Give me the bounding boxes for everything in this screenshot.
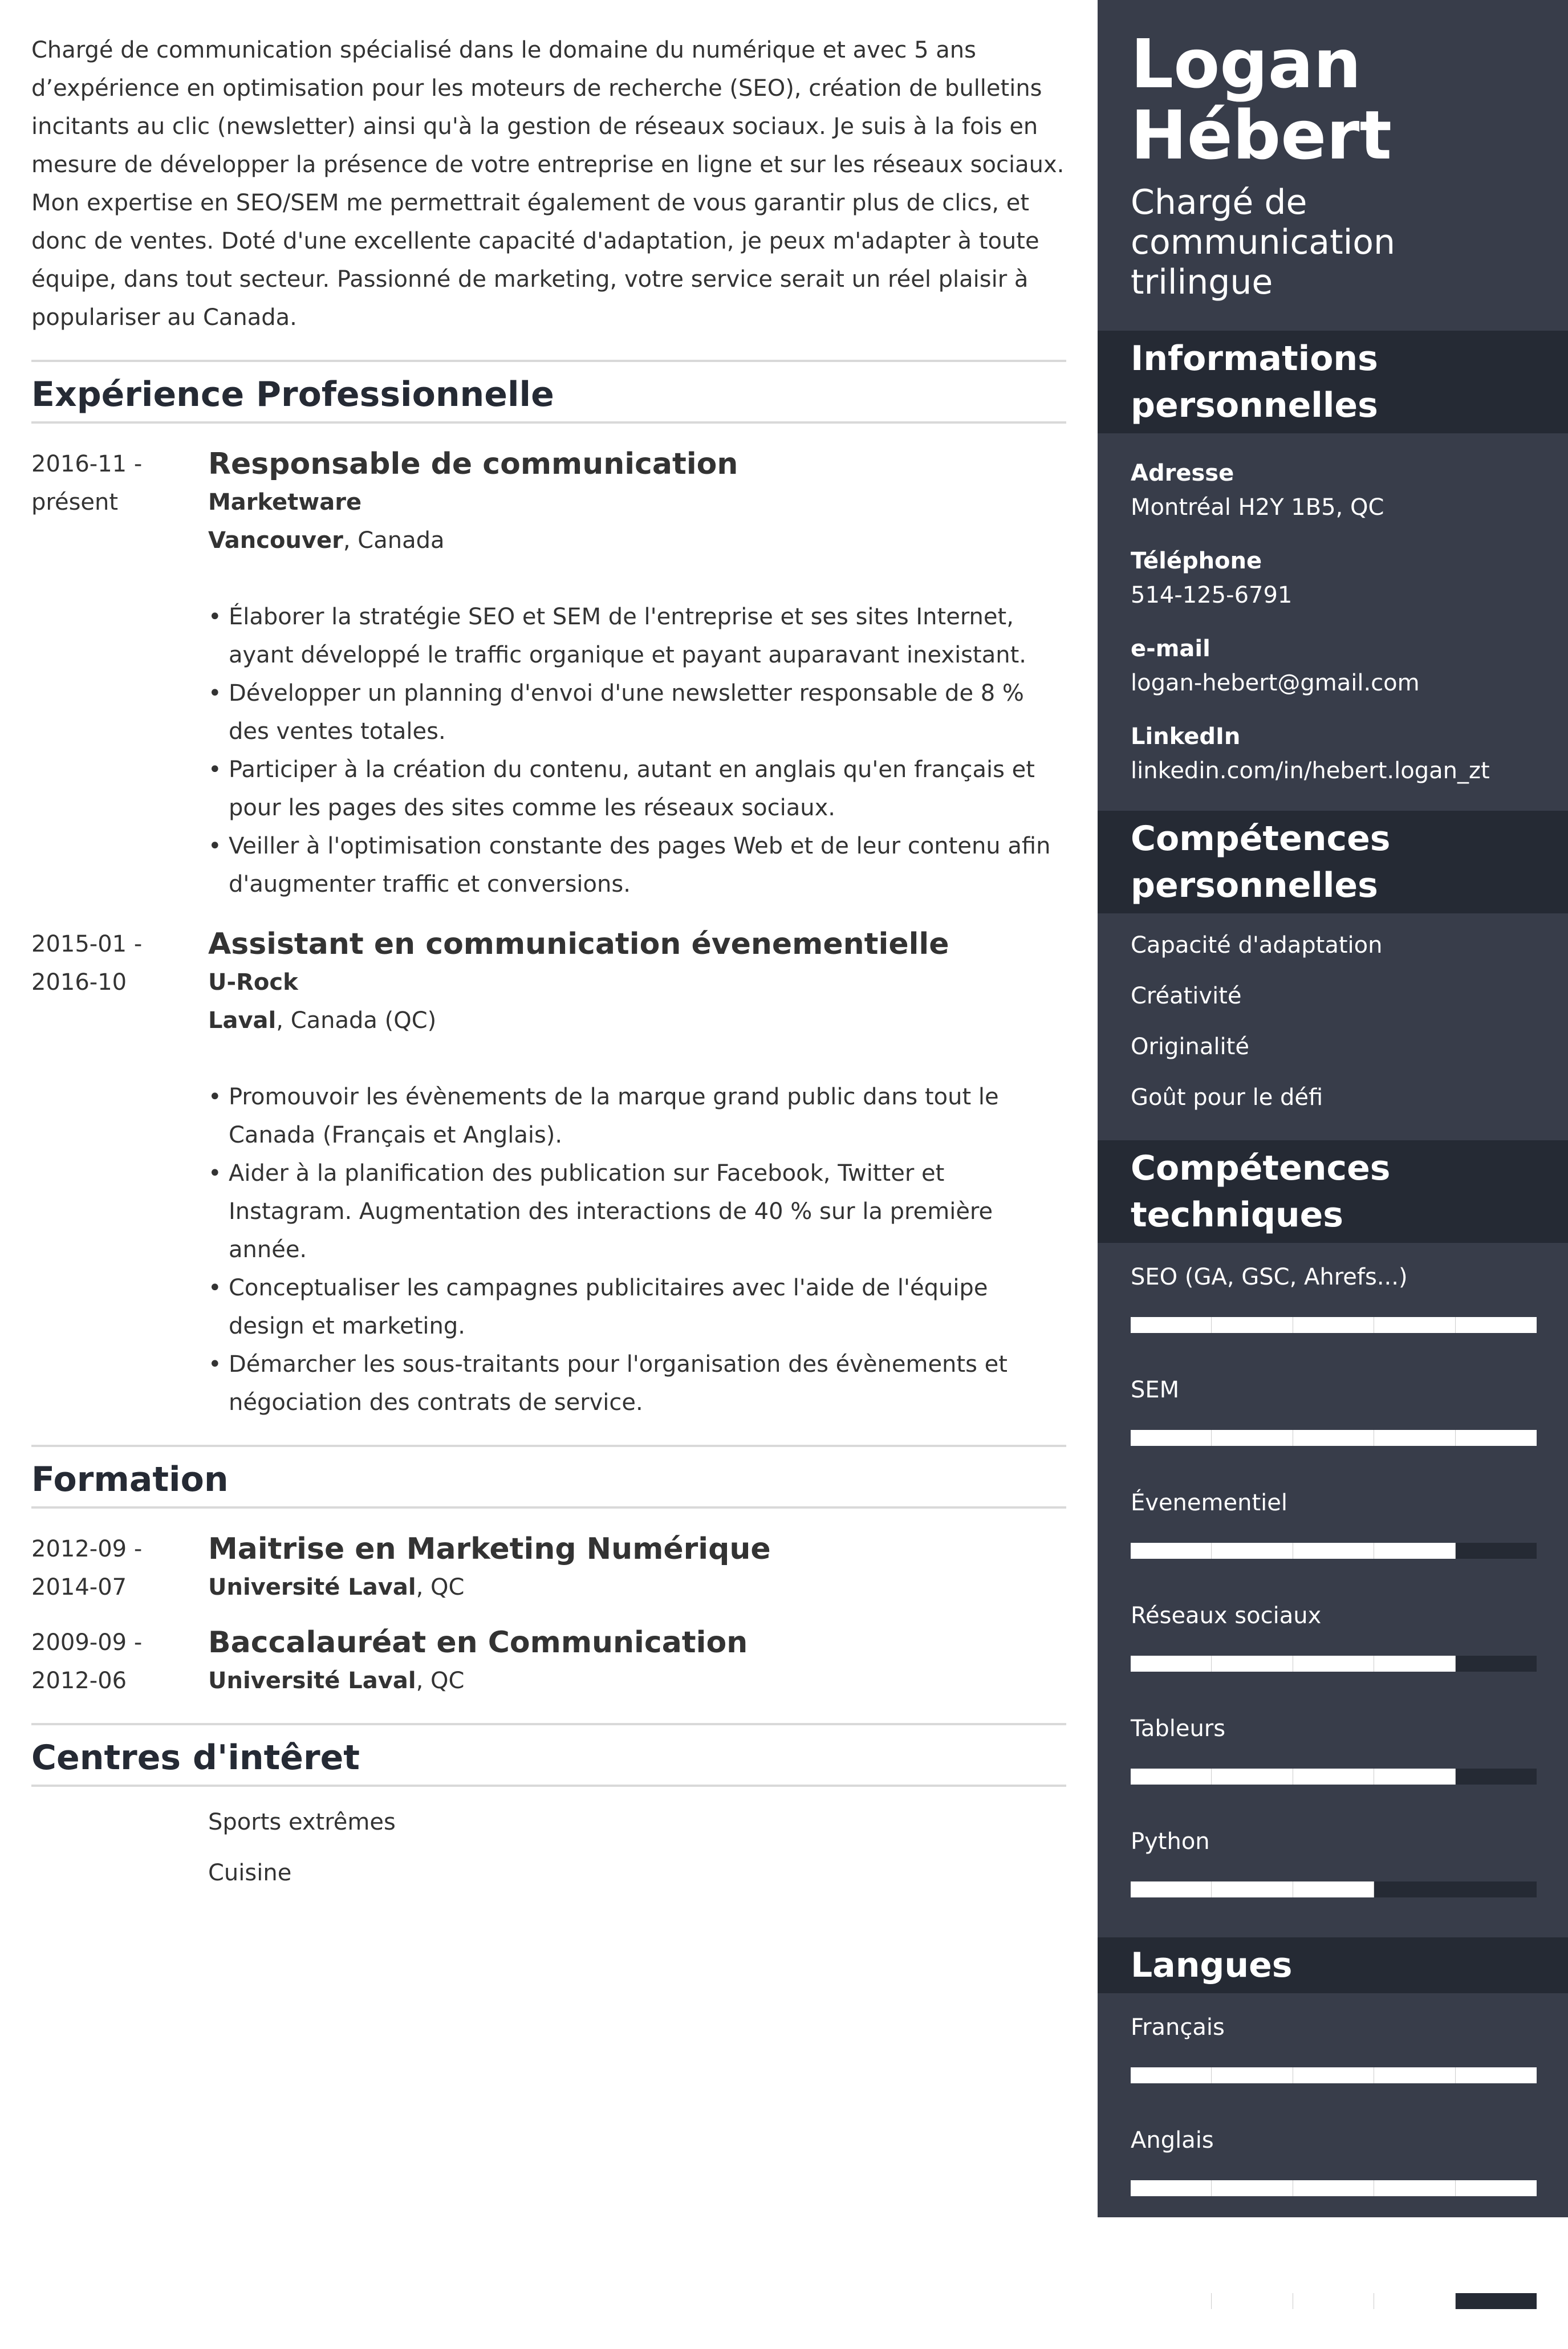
level-segment-filled [1293,1543,1374,1559]
duty-item: • Promouvoir les évènements de la marque grand public dans tout le Canada (Français et Anglais). [208,1078,1066,1155]
level-segment-filled [1131,1543,1212,1559]
technical-skills-block [1098,1243,1568,1937]
language-level-bar [1131,2180,1537,2196]
skill-level-bar [1131,1543,1537,1559]
duty-item: • Veiller à l'optimisation constante des pages Web et de leur contenu afin d'augmenter traffic et conversions. [208,827,1066,904]
last-name: Hébert [1131,96,1392,174]
level-segment-filled [1131,2293,1212,2309]
level-segment-filled [1131,2180,1212,2196]
entry-body [208,445,1066,904]
level-segment-filled [1212,2067,1293,2083]
sidebar [1098,0,1568,2266]
school-name: Université Laval [208,1668,416,1694]
level-segment-empty [1456,1656,1537,1672]
personal-info-block [1098,433,1568,811]
sidebar-header [1098,0,1568,331]
entry-date [31,1530,208,1607]
level-segment-filled [1293,1656,1374,1672]
date-end: 2012-06 [31,1668,127,1694]
education-section [31,1445,1066,1700]
technical-skill [1131,1486,1535,1559]
level-segment-filled [1131,1430,1212,1446]
entry-body [208,1530,1066,1607]
language-label: Anglais [1131,2127,1214,2153]
level-segment-filled [1131,1317,1212,1333]
skill-level-bar [1131,1769,1537,1785]
duty-item: • Aider à la planification des publication sur Facebook, Twitter et Instagram. Augmentation des interactions de 40 % sur la première année. [208,1155,1066,1269]
experience-entry [31,445,1066,904]
skill-level-bar [1131,1430,1537,1446]
language [1131,2236,1535,2309]
level-segment-filled [1293,1317,1374,1333]
duty-item: • Participer à la création du contenu, autant en anglais qu'en français et pour les pages des sites comme les réseaux sociaux. [208,751,1066,827]
technical-skill [1131,1712,1535,1785]
level-segment-empty [1456,1769,1537,1785]
entry-date [31,445,208,904]
education-entry [31,1624,1066,1700]
level-segment-filled [1374,1430,1455,1446]
level-segment-empty [1456,1543,1537,1559]
language-label: Espagnol (Amérique Latine) [1131,2240,1448,2266]
education-heading: Formation [31,1445,1066,1509]
job-city: Laval [208,1007,277,1034]
address-value: Montréal H2Y 1B5, QC [1131,494,1384,521]
language [1131,2123,1535,2196]
level-segment-filled [1374,2180,1455,2196]
technical-skill [1131,1824,1535,1897]
technical-skills-heading: Compétences techniques [1098,1140,1568,1243]
skill-label: Tableurs [1131,1716,1226,1742]
entry-date [31,1624,208,1700]
level-segment-filled [1131,1769,1212,1785]
skill-label: Évenementiel [1131,1490,1287,1516]
level-segment-filled [1212,1317,1293,1333]
first-name: Logan [1131,25,1362,103]
level-segment-filled [1212,1881,1293,1897]
degree-title: Maitrise en Marketing Numérique [208,1532,771,1566]
linkedin-value[interactable]: linkedin.com/in/hebert.logan_zt [1131,758,1490,784]
level-segment-filled [1374,2293,1455,2309]
personal-skill-item: Originalité [1131,1034,1249,1060]
school-name: Université Laval [208,1574,416,1600]
interests-section [31,1723,1066,1899]
technical-skill [1131,1599,1535,1672]
languages-block [1098,1993,1568,2349]
personal-skill-item: Goût pour le défi [1131,1084,1323,1111]
level-segment-filled [1212,1430,1293,1446]
level-segment-filled [1374,1656,1455,1672]
duty-item: • Développer un planning d'envoi d'une newsletter responsable de 8 % des ventes totales. [208,674,1066,751]
job-title: Assistant en communication évenementielle [208,927,949,961]
interest-item: Cuisine [208,1860,292,1886]
school [208,1568,1066,1607]
date-end: présent [31,489,119,515]
date-end: 2016-10 [31,969,127,995]
skill-label: Réseaux sociaux [1131,1603,1322,1629]
job-title: Responsable de communication [208,447,738,481]
duty-item: • Conceptualiser les campagnes publicitaires avec l'aide de l'équipe design et marketing. [208,1269,1066,1346]
duty-item: • Démarcher les sous-traitants pour l'organisation des évènements et négociation des contrats de service. [208,1346,1066,1422]
email-value[interactable]: logan-hebert@gmail.com [1131,670,1420,696]
skill-level-bar [1131,1317,1537,1333]
level-segment-filled [1293,1430,1374,1446]
experience-entry [31,925,1066,1422]
language [1131,2010,1535,2083]
linkedin-label: LinkedIn [1131,724,1241,750]
level-segment-filled [1212,2180,1293,2196]
level-segment-filled [1131,1881,1212,1897]
technical-skill [1131,1260,1535,1333]
phone-label: Téléphone [1131,548,1262,574]
language-label: Français [1131,2014,1225,2041]
entry-body [208,1624,1066,1700]
skill-label: SEM [1131,1377,1180,1403]
education-entry [31,1530,1066,1607]
level-segment-filled [1131,1656,1212,1672]
language-level-bar [1131,2067,1537,2083]
company-name: Marketware [208,489,362,515]
level-segment-filled [1212,1543,1293,1559]
level-segment-filled [1456,2180,1537,2196]
job-location [208,522,1066,560]
profile-summary: Chargé de communication spécialisé dans le domaine du numérique et avec 5 ans d’expérience en optimisation pour les moteurs de recherche (SEO), création de bulletins incitants au clic (newsletter) ainsi qu'à la gestion de réseaux sociaux. Je suis à la fois en mesure de développer la présence de votre entreprise en ligne et sur les réseaux sociaux. Mon expertise en SEO/SEM me permettrait également de vous garantir plus de clics, et donc de ventes. Doté d'une excellente capacité d'adaptation, je peux m'adapter à toute équipe, dans tout secteur. Passionné de marketing, votre service serait un réel plaisir à populariser au Canada. [31,37,1065,331]
experience-section [31,360,1066,1422]
degree-title: Baccalauréat en Communication [208,1625,748,1660]
technical-skill [1131,1373,1535,1446]
personal-info-heading: Informations personnelles [1098,331,1568,433]
skill-level-bar [1131,1656,1537,1672]
job-location [208,1002,1066,1040]
level-segment-filled [1131,2067,1212,2083]
level-segment-filled [1374,2067,1455,2083]
level-segment-filled [1212,2293,1293,2309]
date-start: 2009-09 - [31,1629,143,1656]
skill-level-bar [1131,1881,1537,1897]
entry-body [208,925,1066,1422]
personal-skill-item: Capacité d'adaptation [1131,932,1383,958]
phone-value: 514-125-6791 [1131,582,1293,608]
skill-label: SEO (GA, GSC, Ahrefs...) [1131,1264,1408,1290]
address-label: Adresse [1131,460,1234,486]
language-level-bar [1131,2293,1537,2309]
school-region: , QC [416,1668,465,1694]
level-segment-filled [1456,1317,1537,1333]
level-segment-empty [1456,2293,1537,2309]
level-segment-filled [1374,1769,1455,1785]
level-segment-filled [1212,1656,1293,1672]
level-segment-empty [1374,1881,1455,1897]
level-segment-filled [1293,2067,1374,2083]
job-region: , Canada (QC) [276,1007,437,1034]
level-segment-filled [1293,2293,1374,2309]
interests-heading: Centres d'intêret [31,1723,1066,1787]
date-start: 2015-01 - [31,931,143,957]
level-segment-filled [1374,1543,1455,1559]
personal-skills-heading: Compétences personnelles [1098,811,1568,913]
duty-item: • Élaborer la stratégie SEO et SEM de l'entreprise et ses sites Internet, ayant développé le traffic organique et payant auparavant inexistant. [208,598,1066,674]
date-end: 2014-07 [31,1574,127,1600]
level-segment-empty [1456,1881,1537,1897]
school-region: , QC [416,1574,465,1600]
entry-date [31,925,208,1422]
school [208,1662,1066,1700]
candidate-title: Chargé de communication trilingue [1131,182,1396,302]
candidate-name [1131,25,1535,174]
personal-skill-item: Créativité [1131,983,1242,1009]
job-duties [208,1078,1066,1422]
job-duties [208,598,1066,904]
level-segment-filled [1374,1317,1455,1333]
personal-skills-block [1098,913,1568,1140]
job-region: , Canada [343,527,445,554]
level-segment-filled [1293,1769,1374,1785]
date-start: 2012-09 - [31,1536,143,1562]
languages-heading: Langues [1098,1937,1568,1993]
company-name: U-Rock [208,969,298,995]
level-segment-filled [1293,2180,1374,2196]
level-segment-filled [1293,1881,1374,1897]
interests-list [31,1797,1066,1899]
interest-item: Sports extrêmes [208,1809,396,1835]
email-label: e-mail [1131,636,1210,662]
level-segment-filled [1456,1430,1537,1446]
experience-heading: Expérience Professionnelle [31,360,1066,424]
date-start: 2016-11 - [31,451,143,477]
job-city: Vancouver [208,527,343,554]
skill-label: Python [1131,1828,1210,1855]
level-segment-filled [1456,2067,1537,2083]
level-segment-filled [1212,1769,1293,1785]
